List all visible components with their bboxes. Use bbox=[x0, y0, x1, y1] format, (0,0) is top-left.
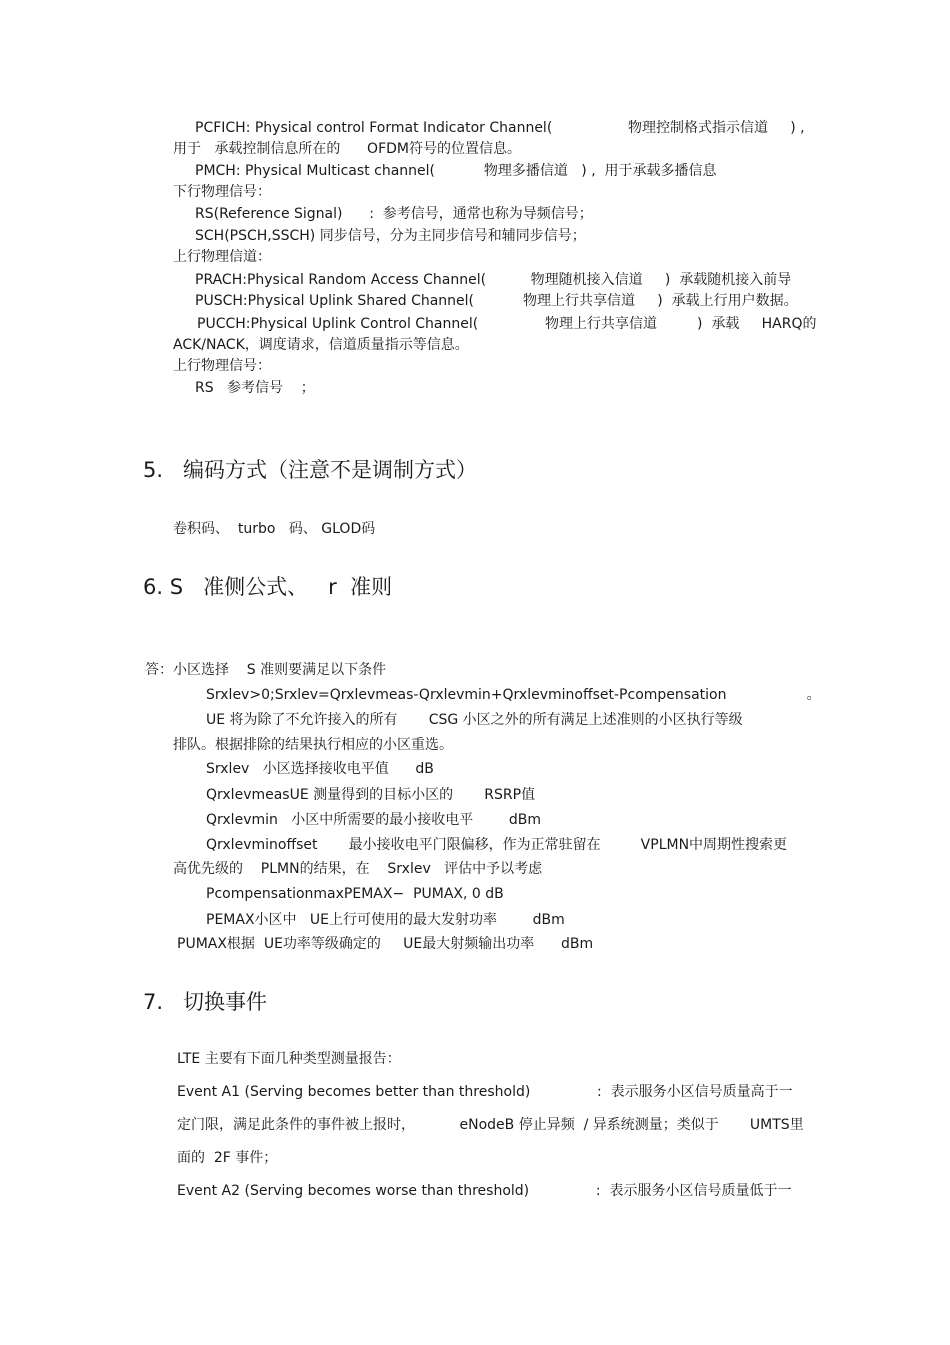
text-line: 答：小区选择 S 准则要满足以下条件 bbox=[145, 662, 387, 678]
text-line: Qrxlevmin 小区中所需要的最小接收电平 dBm bbox=[206, 812, 541, 828]
text-line: 上行物理信道： bbox=[173, 249, 271, 265]
section-heading-5: 5. 编码方式（注意不是调制方式） bbox=[143, 458, 478, 482]
text-line: PEMAX小区中 UE上行可使用的最大发射功率 dBm bbox=[206, 912, 565, 928]
text-line: Event A1 (Serving becomes better than threshold) : 表示服务小区信号质量高于一 bbox=[177, 1084, 793, 1100]
text-line: 用于 承载控制信息所在的 OFDM符号的位置信息。 bbox=[173, 141, 521, 157]
text-line: 高优先级的 PLMN的结果，在 Srxlev 评估中予以考虑 bbox=[173, 861, 543, 877]
text-line: PRACH:Physical Random Access Channel( 物理随机接入信道 ) 承载随机接入前导 bbox=[195, 272, 792, 288]
text-line: RS 参考信号 ； bbox=[195, 380, 315, 396]
text-line: PUMAX根据 UE功率等级确定的 UE最大射频输出功率 dBm bbox=[177, 936, 594, 952]
text-line: Srxlev>0;Srxlev=Qrxlevmeas-Qrxlevmin+Qrxlevminoffset-Pcompensation 。 bbox=[206, 687, 821, 703]
text-line: PCFICH: Physical control Format Indicator Channel( 物理控制格式指示信道 ) , bbox=[195, 120, 805, 136]
text-line: LTE 主要有下面几种类型测量报告： bbox=[177, 1051, 401, 1067]
text-line: SCH(PSCH,SSCH) 同步信号，分为主同步信号和辅同步信号； bbox=[195, 228, 586, 244]
text-line: PcompensationmaxPEMAX− PUMAX, 0 dB bbox=[206, 886, 504, 902]
text-line: PUCCH:Physical Uplink Control Channel( 物理上行共享信道 ) 承载 HARQ的 bbox=[197, 316, 817, 332]
text-line: Event A2 (Serving becomes worse than threshold) : 表示服务小区信号质量低于一 bbox=[177, 1183, 792, 1199]
text-line: 卷积码、 turbo 码、 GLOD码 bbox=[173, 521, 376, 537]
text-line: Srxlev 小区选择接收电平值 dB bbox=[206, 761, 434, 777]
section-heading-7: 7. 切换事件 bbox=[143, 990, 268, 1014]
text-line: 下行物理信号： bbox=[173, 184, 271, 200]
text-line: UE 将为除了不允许接入的所有 CSG 小区之外的所有满足上述准则的小区执行等级 bbox=[206, 712, 743, 728]
section-heading-6: 6. S 准侧公式、 r 准则 bbox=[143, 575, 393, 599]
text-line: 上行物理信号： bbox=[173, 358, 271, 374]
text-line: 排队。根据排除的结果执行相应的小区重选。 bbox=[173, 737, 453, 753]
text-line: RS(Reference Signal) : 参考信号，通常也称为导频信号； bbox=[195, 206, 593, 222]
text-line: PMCH: Physical Multicast channel( 物理多播信道 ) , 用于承载多播信息 bbox=[195, 163, 717, 179]
text-line: PUSCH:Physical Uplink Shared Channel( 物理上行共享信道 ) 承载上行用户数据。 bbox=[195, 293, 798, 309]
text-line: Qrxlevminoffset 最小接收电平门限偏移，作为正常驻留在 VPLMN中周期性搜索更 bbox=[206, 837, 788, 853]
text-line: 定门限，满足此条件的事件被上报时， eNodeB 停止异频 / 异系统测量；类似于 UMTS里 bbox=[177, 1117, 804, 1133]
text-line: 面的 2F 事件； bbox=[177, 1150, 278, 1166]
text-line: ACK/NACK，调度请求，信道质量指示等信息。 bbox=[173, 337, 469, 353]
text-line: QrxlevmeasUE 测量得到的目标小区的 RSRP值 bbox=[206, 787, 536, 803]
